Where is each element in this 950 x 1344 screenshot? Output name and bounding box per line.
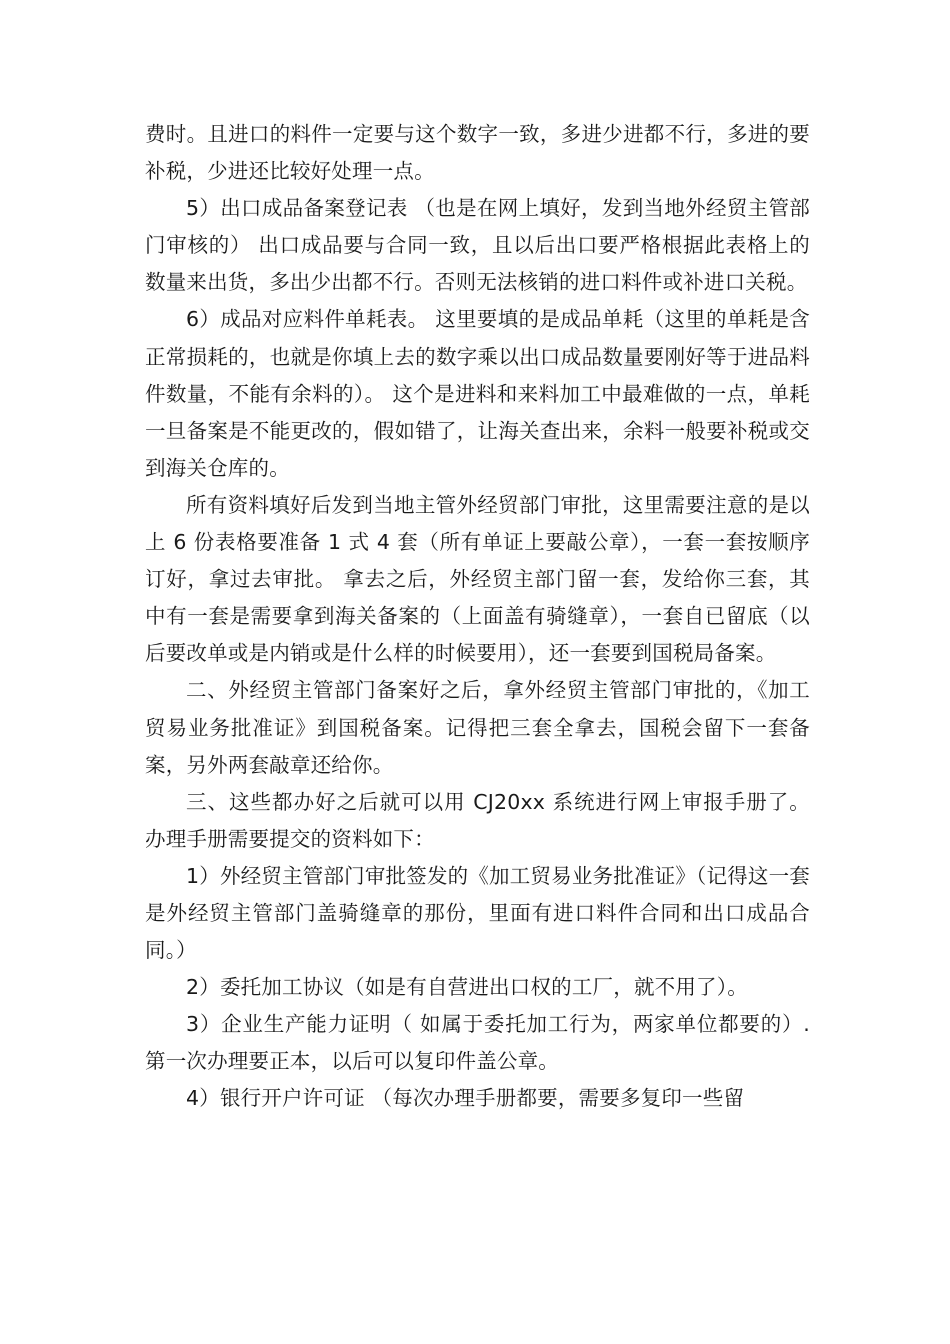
paragraph-submission: 所有资料填好后发到当地主管外经贸部门审批，这里需要注意的是以上 6 份表格要准备 1 式 4 套（所有单证上要敲公章），一套一套按顺序订好，拿过去审批。 拿去之后，外经贸主部门留一套，发给你三套，其中有一套是需要拿到海关备案的（上面盖有骑缝章），一套自已留底（以后要改单或是内销或是什么样的时候要用），还一套要到国税局备案。 bbox=[145, 492, 810, 666]
paragraph-list-item-1: 1）外经贸主管部门审批签发的《加工贸易业务批准证》（记得这一套是外经贸主管部门盖骑缝章的那份，里面有进口料件合同和出口成品合同。） bbox=[145, 863, 810, 963]
paragraph-item-5: 5）出口成品备案登记表 （也是在网上填好，发到当地外经贸主管部门审核的） 出口成品要与合同一致，且以后出口要严格根据此表格上的数量来出货，多出少出都不行。否则无法核销的进口料件或补进口关税。 bbox=[145, 196, 810, 295]
document-body bbox=[145, 116, 810, 1118]
paragraph-list-item-4: 4）银行开户许可证 （每次办理手册都要，需要多复印一些留 bbox=[186, 1086, 745, 1111]
paragraph-list-item-3: 3）企业生产能力证明（ 如属于委托加工行为，两家单位都要的）.第一次办理要正本，以后可以复印件盖公章。 bbox=[145, 1012, 810, 1074]
paragraph-item-6: 6）成品对应料件单耗表。 这里要填的是成品单耗（这里的单耗是含正常损耗的，也就是你填上去的数字乘以出口成品数量要刚好等于进品料件数量，不能有余料的）。 这个是进料和来料加工中最难做的一点，单耗一旦备案是不能更改的，假如错了，让海关查出来，余料一般要补税或交到海关仓库的。 bbox=[145, 307, 810, 480]
paragraph-list-item-2: 2）委托加工协议（如是有自营进出口权的工厂，就不用了）。 bbox=[186, 975, 748, 1000]
paragraph-section-two: 二、外经贸主管部门备案好之后，拿外经贸主管部门审批的，《加工贸易业务批准证》到国税备案。记得把三套全拿去，国税会留下一套备案，另外两套敲章还给你。 bbox=[145, 678, 810, 777]
paragraph-section-three: 三、这些都办好之后就可以用 CJ20xx 系统进行网上审报手册了。 办理手册需要提交的资料如下： bbox=[145, 789, 810, 851]
paragraph-continuation: 费时。且进口的料件一定要与这个数字一致，多进少进都不行，多进的要补税，少进还比较好处理一点。 bbox=[145, 122, 810, 184]
